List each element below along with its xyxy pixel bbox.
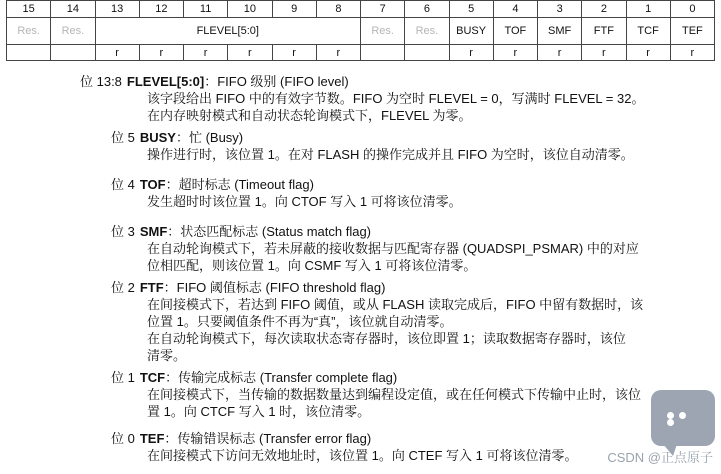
field-title: ：FIFO 级别 (FIFO level) xyxy=(204,74,349,89)
field-name: TCF xyxy=(139,370,166,385)
field-title: ：状态匹配标志 (Status match flag) xyxy=(167,224,372,239)
bit-access-cell: r xyxy=(449,45,493,61)
bit-access-cell: r xyxy=(316,45,360,61)
bit-access-cell: r xyxy=(139,45,183,61)
field-tof xyxy=(111,176,462,210)
description-line: 位相匹配，则该位置 1。向 CSMF 写入 1 可将该位清零。 xyxy=(147,258,477,273)
field-name: FTF xyxy=(139,280,164,295)
description-line: 操作进行时，该位置 1。在对 FLASH 的操作完成并且 FIFO 为空时，该位自动清零。 xyxy=(147,147,634,162)
field-description xyxy=(147,296,643,364)
field-description xyxy=(147,90,644,124)
description-line: 在间接模式下访问无效地址时，该位置 1。向 CTEF 写入 1 可将该位清零。 xyxy=(147,448,578,463)
field-tcf xyxy=(111,369,641,420)
bit-access-cell: r xyxy=(626,45,670,61)
bit-number-cell: 0 xyxy=(670,1,714,18)
field-heading xyxy=(111,279,643,296)
description-line: 置 1。向 CTCF 写入 1 时，该位清零。 xyxy=(147,404,371,419)
field-title: ：FIFO 阈值标志 (FIFO threshold flag) xyxy=(163,280,386,295)
field-tef xyxy=(111,430,577,464)
bit-number-cell: 4 xyxy=(493,1,537,18)
bit-access-cell: r xyxy=(95,45,139,61)
bit-number-cell: 10 xyxy=(228,1,272,18)
field-heading xyxy=(80,73,644,90)
bit-access-cell: r xyxy=(582,45,626,61)
field-heading xyxy=(111,430,577,447)
field-description xyxy=(147,240,639,274)
description-line: 在间接模式下，当传输的数据数量达到编程设定值，或在任何模式下传输中止时，该位 xyxy=(147,387,642,402)
field-heading xyxy=(111,369,641,386)
bit-name-cell: BUSY xyxy=(449,18,493,45)
reserved-bit-cell: Res. xyxy=(7,18,51,45)
field-title: ：传输完成标志 (Transfer complete flag) xyxy=(165,370,398,385)
bit-number-cell: 7 xyxy=(361,1,405,18)
description-line: 该字段给出 FIFO 中的有效字节数。FIFO 为空时 FLEVEL = 0，写满时 FLEVEL = 32。 xyxy=(147,91,645,106)
reserved-bit-cell: Res. xyxy=(405,18,449,45)
description-line: 清零。 xyxy=(147,348,187,363)
field-name: BUSY xyxy=(139,130,176,145)
bit-position: 位 1 xyxy=(111,370,135,385)
bit-position: 位 13:8 xyxy=(80,74,122,89)
bit-name-cell: TOF xyxy=(493,18,537,45)
bit-number-cell: 6 xyxy=(405,1,449,18)
field-description xyxy=(147,146,634,163)
bit-access-cell: r xyxy=(228,45,272,61)
bit-number-cell: 13 xyxy=(95,1,139,18)
bit-name-cell: SMF xyxy=(538,18,582,45)
field-name: SMF xyxy=(139,224,168,239)
bit-name-cell: FLEVEL[5:0] xyxy=(95,18,361,45)
reserved-bit-cell: Res. xyxy=(51,18,95,45)
chat-bubble-icon xyxy=(651,390,715,446)
bit-number-cell: 5 xyxy=(449,1,493,18)
bit-number-cell: 9 xyxy=(272,1,316,18)
field-busy xyxy=(111,129,634,163)
field-description xyxy=(147,447,577,464)
bit-number-cell: 1 xyxy=(626,1,670,18)
field-ftf xyxy=(111,279,643,364)
bit-number-cell: 12 xyxy=(139,1,183,18)
bit-access-cell: r xyxy=(272,45,316,61)
bit-number-cell: 2 xyxy=(582,1,626,18)
field-description xyxy=(147,386,641,420)
field-heading xyxy=(111,176,462,193)
field-heading xyxy=(111,223,639,240)
bit-number-cell: 14 xyxy=(51,1,95,18)
description-line: 在自动轮询模式下，每次读取状态寄存器时，该位即置 1；读取数据寄存器时，该位 xyxy=(147,331,626,346)
field-name: TOF xyxy=(139,177,166,192)
bit-name-cell: TCF xyxy=(626,18,670,45)
field-flevel xyxy=(80,73,644,124)
bit-number-cell: 3 xyxy=(538,1,582,18)
watermark: CSDN @正点原子 xyxy=(607,450,713,465)
bit-access-cell: r xyxy=(538,45,582,61)
field-name: TEF xyxy=(139,431,165,446)
bit-access-cell: r xyxy=(493,45,537,61)
description-line: 在间接模式下，若达到 FIFO 阈值，或从 FLASH 读取完成后，FIFO 中留有数据时，该 xyxy=(147,297,644,312)
description-line: 在自动轮询模式下，若未屏蔽的接收数据与匹配寄存器 (QUADSPI_PSMAR) 中的对应 xyxy=(147,241,639,256)
bit-position: 位 0 xyxy=(111,431,135,446)
bit-position: 位 2 xyxy=(111,280,135,295)
field-heading xyxy=(111,129,634,146)
field-title: ：超时标志 (Timeout flag) xyxy=(165,177,314,192)
bit-number-cell: 15 xyxy=(7,1,51,18)
bit-number-cell: 11 xyxy=(184,1,228,18)
bit-name-cell: TEF xyxy=(670,18,714,45)
description-line: 在内存映射模式和自动状态轮询模式下，FLEVEL 为零。 xyxy=(147,108,472,123)
bit-access-cell: r xyxy=(670,45,714,61)
description-line: 发生超时时该位置 1。向 CTOF 写入 1 可将该位清零。 xyxy=(147,194,462,209)
field-title: ：忙 (Busy) xyxy=(175,130,244,145)
bit-access-cell: r xyxy=(184,45,228,61)
description-line: 位置 1。只要阈值条件不再为“真”，该位就自动清零。 xyxy=(147,314,453,329)
field-smf xyxy=(111,223,639,274)
field-description xyxy=(147,193,462,210)
bit-name-cell: FTF xyxy=(582,18,626,45)
bit-position: 位 3 xyxy=(111,224,135,239)
field-title: ：传输错误标志 (Transfer error flag) xyxy=(164,431,372,446)
bit-number-cell: 8 xyxy=(316,1,360,18)
field-name: FLEVEL[5:0] xyxy=(126,74,205,89)
bit-position: 位 4 xyxy=(111,177,135,192)
bit-position: 位 5 xyxy=(111,130,135,145)
reserved-bit-cell: Res. xyxy=(361,18,405,45)
